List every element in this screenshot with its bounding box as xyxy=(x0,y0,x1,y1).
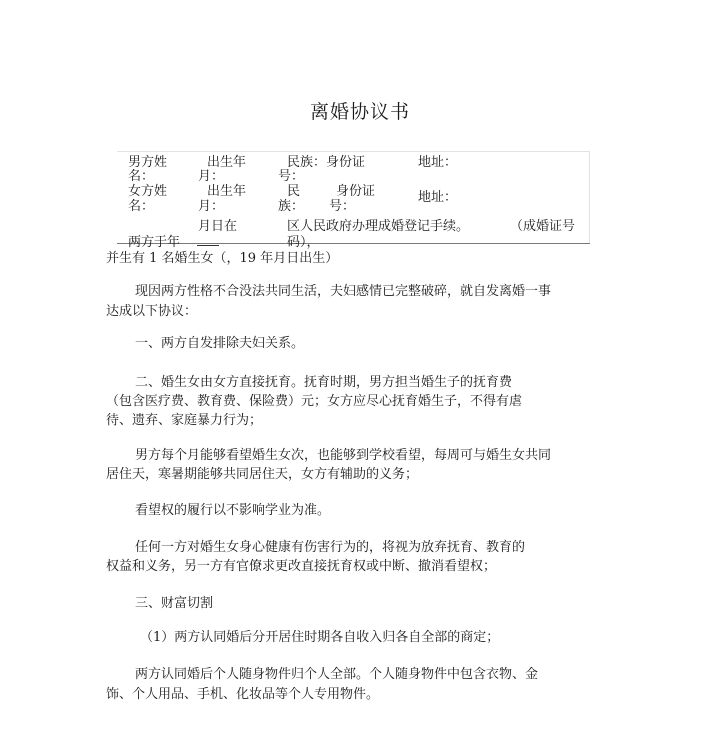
female-address-label: 地址： xyxy=(418,190,458,205)
female-ethnic-label-2: 族： xyxy=(278,199,305,214)
male-birth-label-2: 月： xyxy=(198,169,225,184)
table-bottom-border xyxy=(117,243,590,244)
visitation-rule: 看望权的履行以不影响学业为准。 xyxy=(135,503,331,518)
blank-underline xyxy=(197,245,219,246)
female-id-label-2: 号： xyxy=(329,199,356,214)
clause-2-line-3: 待、遗弃、家庭暴力行为； xyxy=(106,413,263,428)
harm-paragraph: 任何一方对婚生女身心健康有伤害行为的，将视为放弃抚育、教育的 xyxy=(135,540,526,555)
visitation-paragraph: 男方每个月能够看望婚生女次，也能够到学校看望，每周可与婚生女共同 xyxy=(135,448,552,463)
children-line: 并生有 1 名婚生女（，19 年月日出生） xyxy=(106,251,339,266)
male-id-label-2: 号： xyxy=(278,169,305,184)
harm-paragraph-2: 权益和义务，另一方有官僚求更改直接抚育权或中断、撤消看望权； xyxy=(106,559,497,574)
female-name-label: 女方姓 xyxy=(128,184,168,199)
clause-1: 一、两方自发排除夫妇关系。 xyxy=(135,336,305,351)
table-top-border xyxy=(117,151,589,152)
male-ethnic-id-label: 民族：身份证 xyxy=(287,155,366,170)
male-birth-label: 出生年 xyxy=(207,155,247,170)
female-birth-label-2: 月： xyxy=(198,199,225,214)
clause-3-heading: 三、财富切割 xyxy=(135,596,214,611)
visitation-paragraph-2: 居住天，寒暑期能够共同居住天，女方有辅助的义务； xyxy=(106,467,419,482)
property-paragraph-2: 饰、个人用品、手机、化妆品等个人专用物件。 xyxy=(106,687,380,702)
marriage-cert-end: 码）， xyxy=(287,235,320,250)
female-name-label-2: 名： xyxy=(128,199,155,214)
male-name-label: 男方姓 xyxy=(128,155,168,170)
marriage-cert-label: （成婚证号 xyxy=(510,219,576,234)
paragraph-reason: 现因两方性格不合没法共同生活，夫妇感情已完整破碎，就自发离婚一事 xyxy=(135,284,552,299)
clause-2: 二、婚生女由女方直接抚育。抚育时期，男方担当婚生子的抚育费 xyxy=(135,375,513,390)
page-title: 离婚协议书 xyxy=(309,101,410,123)
marriage-date-label: 月日在 xyxy=(198,219,238,234)
marriage-year-label: 两方于年 xyxy=(128,235,181,250)
male-address-label: 地址： xyxy=(418,155,458,170)
female-ethnic-label: 民 xyxy=(287,184,301,199)
property-item-1: （1）两方认同婚后分开居住时期各自收入归各自全部的商定； xyxy=(140,630,500,645)
clause-2-line-2: （包含医疗费、教育费、保险费）元；女方应尽心抚育婚生子，不得有虐 xyxy=(106,394,523,409)
property-paragraph: 两方认同婚后个人随身物件归个人全部。个人随身物件中包含衣物、金 xyxy=(135,667,539,682)
male-name-label-2: 名： xyxy=(128,169,155,184)
table-right-border xyxy=(589,151,590,243)
marriage-office-label: 区人民政府办理成婚登记手续。 xyxy=(287,219,470,234)
female-birth-label: 出生年 xyxy=(207,184,247,199)
paragraph-reason-2: 达成以下协议： xyxy=(106,304,198,319)
female-id-label: 身份证 xyxy=(336,184,376,199)
